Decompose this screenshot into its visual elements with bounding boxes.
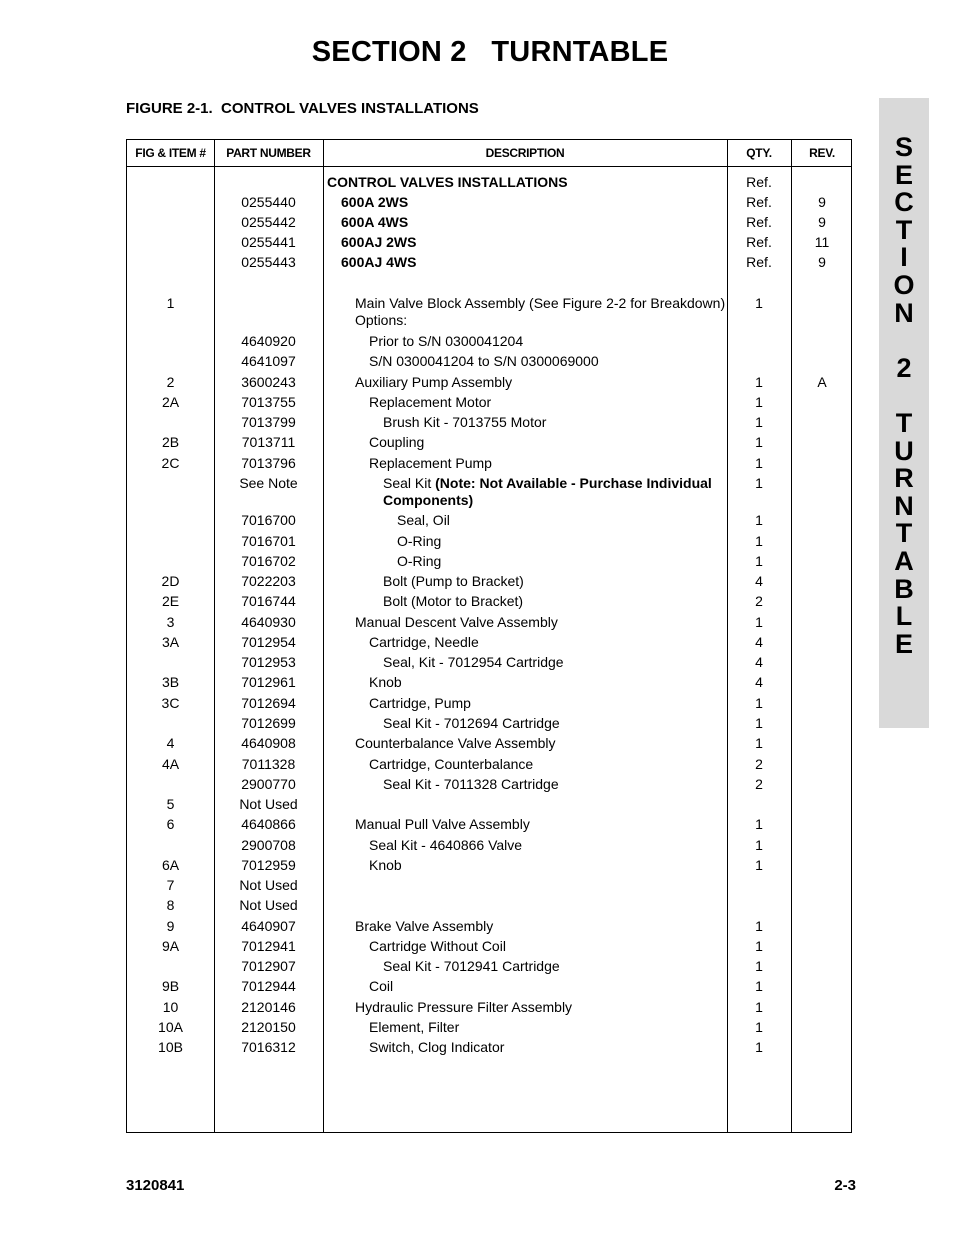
qty-cell: 1 — [755, 455, 763, 471]
description-main: Cartridge, Pump — [369, 695, 471, 711]
description-text — [355, 295, 726, 312]
section-title: SECTION 2 TURNTABLE — [311, 36, 669, 68]
description-cell — [369, 634, 723, 651]
description-text — [369, 857, 723, 874]
description-main: CONTROL VALVES INSTALLATIONS — [327, 174, 568, 190]
fig-item-cell: 3 — [166, 614, 175, 630]
description-cell — [369, 674, 723, 691]
fig-item-cell: 2E — [161, 593, 180, 609]
description-main: Coil — [369, 978, 394, 994]
fig-item-cell: 8 — [166, 897, 175, 913]
description-cell — [383, 776, 723, 793]
side-tab-letter: N — [894, 490, 914, 521]
header-fig-item: FIG & ITEM # — [135, 146, 206, 160]
description-cell — [341, 194, 723, 211]
part-number-cell: 7016700 — [241, 512, 296, 528]
description-text — [397, 553, 723, 570]
description-text — [383, 654, 723, 671]
fig-item-cell: 2B — [161, 434, 180, 450]
part-number-cell: 7012959 — [241, 857, 296, 873]
side-tab-letter: B — [894, 573, 914, 604]
side-tab-letter: U — [894, 435, 914, 466]
fig-item-cell: 9B — [161, 978, 180, 994]
part-number-cell: 0255442 — [241, 214, 296, 230]
part-number-cell: 2120146 — [241, 999, 296, 1015]
description-cell — [369, 695, 723, 712]
side-tab-letter: E — [894, 628, 913, 659]
description-text — [355, 816, 723, 833]
description-text — [397, 533, 723, 550]
fig-item-cell: 1 — [166, 295, 175, 311]
qty-cell: 1 — [755, 374, 763, 390]
part-number-cell: 4640866 — [241, 816, 296, 832]
qty-cell: 2 — [755, 776, 763, 792]
qty-cell: 1 — [755, 695, 763, 711]
description-text — [355, 735, 723, 752]
side-tab-letter: T — [895, 518, 913, 549]
description-text — [383, 475, 723, 492]
qty-cell: Ref. — [746, 194, 772, 210]
fig-item-cell: 5 — [166, 796, 175, 812]
description-cell — [383, 573, 723, 590]
rev-cell: A — [817, 374, 827, 390]
description-cell — [327, 174, 723, 191]
description-cell — [397, 512, 723, 529]
description-cell — [369, 333, 723, 350]
qty-cell: 4 — [755, 674, 763, 690]
part-number-cell: See Note — [239, 475, 298, 491]
description-text — [369, 837, 723, 854]
description-cell — [369, 756, 723, 773]
description-main: Element, Filter — [369, 1019, 460, 1035]
part-number-cell: Not Used — [239, 796, 298, 812]
page-number: 2-3 — [834, 1177, 856, 1194]
side-tab-letter: N — [894, 297, 914, 328]
fig-item-cell: 2A — [161, 394, 180, 410]
part-number-cell: 7012953 — [241, 654, 296, 670]
description-main: Knob — [369, 674, 402, 690]
fig-item-cell: 6A — [161, 857, 180, 873]
description-text — [369, 634, 723, 651]
rev-cell: 11 — [814, 234, 830, 250]
fig-item-cell: 2 — [166, 374, 175, 390]
description-text — [383, 593, 723, 610]
qty-cell: 1 — [755, 938, 763, 954]
part-number-cell: 3600243 — [241, 374, 296, 390]
description-main: Seal Kit - 7012694 Cartridge — [383, 715, 560, 731]
description-main: Replacement Motor — [369, 394, 492, 410]
description-text — [369, 978, 723, 995]
qty-cell: Ref. — [746, 254, 772, 270]
part-number-cell: 4641097 — [241, 353, 296, 369]
fig-item-cell: 4 — [166, 735, 175, 751]
description-text — [355, 374, 723, 391]
description-text — [369, 756, 723, 773]
part-number-cell: 2900708 — [241, 837, 296, 853]
column-divider — [791, 140, 792, 1132]
header-qty: QTY. — [746, 146, 772, 160]
part-number-cell: 7013796 — [241, 455, 296, 471]
qty-cell: 1 — [755, 394, 763, 410]
qty-cell: 4 — [755, 634, 763, 650]
description-main: Main Valve Block Assembly (See Figure 2-2 for Breakdown) — [355, 295, 726, 311]
qty-cell: 1 — [755, 857, 763, 873]
description-continuation: Components) — [383, 492, 474, 508]
fig-item-cell: 9 — [166, 918, 175, 934]
qty-cell: 1 — [755, 837, 763, 853]
description-main: Manual Pull Valve Assembly — [355, 816, 530, 832]
side-tab-letter: O — [893, 269, 915, 300]
description-cell — [369, 978, 723, 995]
side-tab-letter: R — [894, 463, 914, 494]
fig-item-cell: 3B — [161, 674, 180, 690]
description-main: 600AJ 2WS — [341, 234, 417, 250]
description-main: Switch, Clog Indicator — [369, 1039, 505, 1055]
rev-cell: 9 — [818, 254, 826, 270]
description-cell — [383, 715, 723, 732]
description-text — [369, 938, 723, 955]
qty-cell: 1 — [755, 999, 763, 1015]
qty-cell: 1 — [755, 958, 763, 974]
part-number-cell: 7016744 — [241, 593, 296, 609]
description-text — [369, 455, 723, 472]
description-main: Bolt (Pump to Bracket) — [383, 573, 524, 589]
qty-cell: 1 — [755, 553, 763, 569]
description-text — [355, 614, 723, 631]
description-main: Manual Descent Valve Assembly — [355, 614, 558, 630]
description-cell — [383, 475, 723, 509]
part-number-cell: 4640907 — [241, 918, 296, 934]
qty-cell: 2 — [755, 756, 763, 772]
description-text — [369, 434, 723, 451]
description-cell — [355, 735, 723, 752]
description-cell — [355, 614, 723, 631]
description-text — [369, 674, 723, 691]
description-text — [383, 573, 723, 590]
description-main: O-Ring — [397, 553, 442, 569]
fig-item-cell: 10A — [158, 1019, 183, 1035]
description-cell — [369, 938, 723, 955]
qty-cell: Ref. — [746, 234, 772, 250]
description-cell — [397, 533, 723, 550]
part-number-cell: 4640908 — [241, 735, 296, 751]
description-main: 600A 2WS — [341, 194, 409, 210]
description-main: Seal Kit - 7011328 Cartridge — [383, 776, 559, 792]
description-main: Seal, Oil — [397, 512, 450, 528]
side-tab-letter: I — [900, 242, 908, 273]
part-number-cell: Not Used — [239, 877, 298, 893]
qty-cell: 1 — [755, 816, 763, 832]
description-cell — [369, 1019, 723, 1036]
side-tab-letter: T — [895, 407, 913, 438]
qty-cell: 1 — [755, 434, 763, 450]
part-number-cell: 7013711 — [241, 434, 296, 450]
side-tab-letter: C — [894, 187, 914, 218]
part-number-cell: 7011328 — [241, 756, 296, 772]
fig-item-cell: 9A — [161, 938, 180, 954]
figure-title: FIGURE 2-1. CONTROL VALVES INSTALLATIONS — [126, 100, 479, 117]
description-text — [355, 918, 723, 935]
header-divider — [127, 166, 851, 167]
part-number-cell: Not Used — [239, 897, 298, 913]
description-main: Brush Kit - 7013755 Motor — [383, 414, 547, 430]
description-cell — [369, 394, 723, 411]
fig-item-cell: 10B — [158, 1039, 183, 1055]
qty-cell: 1 — [755, 1019, 763, 1035]
description-text — [397, 512, 723, 529]
qty-cell: 4 — [755, 573, 763, 589]
fig-item-cell: 7 — [166, 877, 175, 893]
fig-item-cell: 4A — [161, 756, 180, 772]
description-continuation: Options: — [355, 312, 408, 328]
qty-cell: 1 — [755, 533, 763, 549]
part-number-cell: 7016702 — [241, 553, 296, 569]
description-cell — [341, 214, 723, 231]
header-part-number: PART NUMBER — [226, 146, 311, 160]
qty-cell: 1 — [755, 414, 763, 430]
part-number-cell: 7016312 — [241, 1039, 296, 1055]
part-number-cell: 7012961 — [241, 674, 296, 690]
part-number-cell: 0255440 — [241, 194, 296, 210]
part-number-cell: 7012907 — [241, 958, 296, 974]
part-number-cell: 0255441 — [241, 234, 296, 250]
side-tab-letter: T — [895, 214, 913, 245]
part-number-cell: 7012699 — [241, 715, 296, 731]
qty-cell: 1 — [755, 512, 763, 528]
description-cell — [383, 593, 723, 610]
side-tab-letter: 2 — [896, 352, 912, 383]
description-main: Coupling — [369, 434, 425, 450]
description-cell — [355, 918, 723, 935]
description-text — [327, 174, 723, 191]
qty-cell: Ref. — [746, 214, 772, 230]
parts-table — [126, 139, 852, 1133]
description-text — [383, 414, 723, 431]
description-cell — [355, 816, 723, 833]
qty-cell: 1 — [755, 475, 763, 491]
description-text — [369, 333, 723, 350]
qty-cell: 1 — [755, 735, 763, 751]
description-main: Prior to S/N 0300041204 — [369, 333, 524, 349]
description-main: Cartridge Without Coil — [369, 938, 506, 954]
description-cell — [341, 254, 723, 271]
description-cell — [341, 234, 723, 251]
part-number-cell: 7013799 — [241, 414, 296, 430]
header-description: DESCRIPTION — [485, 146, 565, 160]
description-main: Auxiliary Pump Assembly — [355, 374, 513, 390]
description-main: O-Ring — [397, 533, 442, 549]
part-number-cell: 2120150 — [241, 1019, 296, 1035]
fig-item-cell: 3C — [161, 695, 180, 711]
description-cell — [369, 434, 723, 451]
part-number-cell: 7012944 — [241, 978, 296, 994]
side-tab-letter: S — [894, 132, 913, 162]
side-tab-letter: A — [894, 545, 914, 576]
description-text — [369, 695, 723, 712]
qty-cell: 1 — [755, 1039, 763, 1055]
fig-item-cell: 3A — [161, 634, 180, 650]
column-divider — [323, 140, 324, 1132]
description-text — [383, 715, 723, 732]
description-main: Knob — [369, 857, 402, 873]
description-text — [355, 999, 723, 1016]
part-number-cell: 7022203 — [241, 573, 296, 589]
description-text — [383, 776, 723, 793]
part-number-cell: 7012941 — [241, 938, 296, 954]
description-cell — [383, 414, 723, 431]
description-main: Seal Kit - 7012941 Cartridge — [383, 958, 560, 974]
qty-cell: 1 — [755, 978, 763, 994]
section-side-tab — [879, 98, 929, 728]
part-number-cell: 7016701 — [241, 533, 296, 549]
description-cell — [397, 553, 723, 570]
description-text — [369, 353, 723, 370]
qty-cell: Ref. — [746, 174, 772, 190]
description-text — [341, 254, 723, 271]
fig-item-cell: 2C — [161, 455, 180, 471]
description-cell — [369, 1039, 723, 1056]
description-main: 600AJ 4WS — [341, 254, 417, 270]
part-number-cell: 7013755 — [241, 394, 296, 410]
part-number-cell: 2900770 — [241, 776, 296, 792]
description-cell — [369, 857, 723, 874]
fig-item-cell: 2D — [161, 573, 180, 589]
side-tab-letter: L — [895, 601, 913, 632]
description-main: 600A 4WS — [341, 214, 409, 230]
qty-cell: 1 — [755, 295, 763, 311]
description-main: Cartridge, Needle — [369, 634, 479, 650]
description-text — [369, 1019, 723, 1036]
part-number-cell: 0255443 — [241, 254, 296, 270]
description-cell — [369, 455, 723, 472]
description-main: Bolt (Motor to Bracket) — [383, 593, 524, 609]
description-cell — [369, 353, 723, 370]
document-number: 3120841 — [126, 1177, 185, 1194]
description-main: Brake Valve Assembly — [355, 918, 494, 934]
description-cell — [369, 837, 723, 854]
description-text — [341, 194, 723, 211]
description-main: Hydraulic Pressure Filter Assembly — [355, 999, 573, 1015]
description-cell — [383, 654, 723, 671]
part-number-cell: 4640920 — [241, 333, 296, 349]
qty-cell: 1 — [755, 918, 763, 934]
part-number-cell: 7012954 — [241, 634, 296, 650]
side-tab-letter: E — [894, 159, 913, 190]
fig-item-cell: 10 — [162, 999, 179, 1015]
description-main: Seal Kit - 4640866 Valve — [369, 837, 523, 853]
header-rev: REV. — [809, 146, 835, 160]
description-main: Replacement Pump — [369, 455, 492, 471]
description-main: S/N 0300041204 to S/N 0300069000 — [369, 353, 599, 369]
description-note: (Note: Not Available - Purchase Individual — [435, 475, 712, 491]
description-text — [383, 958, 723, 975]
description-main: Seal, Kit - 7012954 Cartridge — [383, 654, 564, 670]
description-text — [369, 1039, 723, 1056]
qty-cell: 1 — [755, 715, 763, 731]
description-main: Counterbalance Valve Assembly — [355, 735, 556, 751]
description-text — [341, 214, 723, 231]
rev-cell: 9 — [818, 194, 826, 210]
qty-cell: 1 — [755, 614, 763, 630]
description-main: Seal Kit — [383, 475, 436, 491]
description-text — [369, 394, 723, 411]
part-number-cell: 7012694 — [241, 695, 296, 711]
description-cell — [383, 958, 723, 975]
qty-cell: 4 — [755, 654, 763, 670]
description-main: Cartridge, Counterbalance — [369, 756, 534, 772]
fig-item-cell: 6 — [166, 816, 175, 832]
qty-cell: 2 — [755, 593, 763, 609]
rev-cell: 9 — [818, 214, 826, 230]
description-cell — [355, 999, 723, 1016]
description-text — [341, 234, 723, 251]
part-number-cell: 4640930 — [241, 614, 296, 630]
description-cell — [355, 295, 726, 329]
description-cell — [355, 374, 723, 391]
